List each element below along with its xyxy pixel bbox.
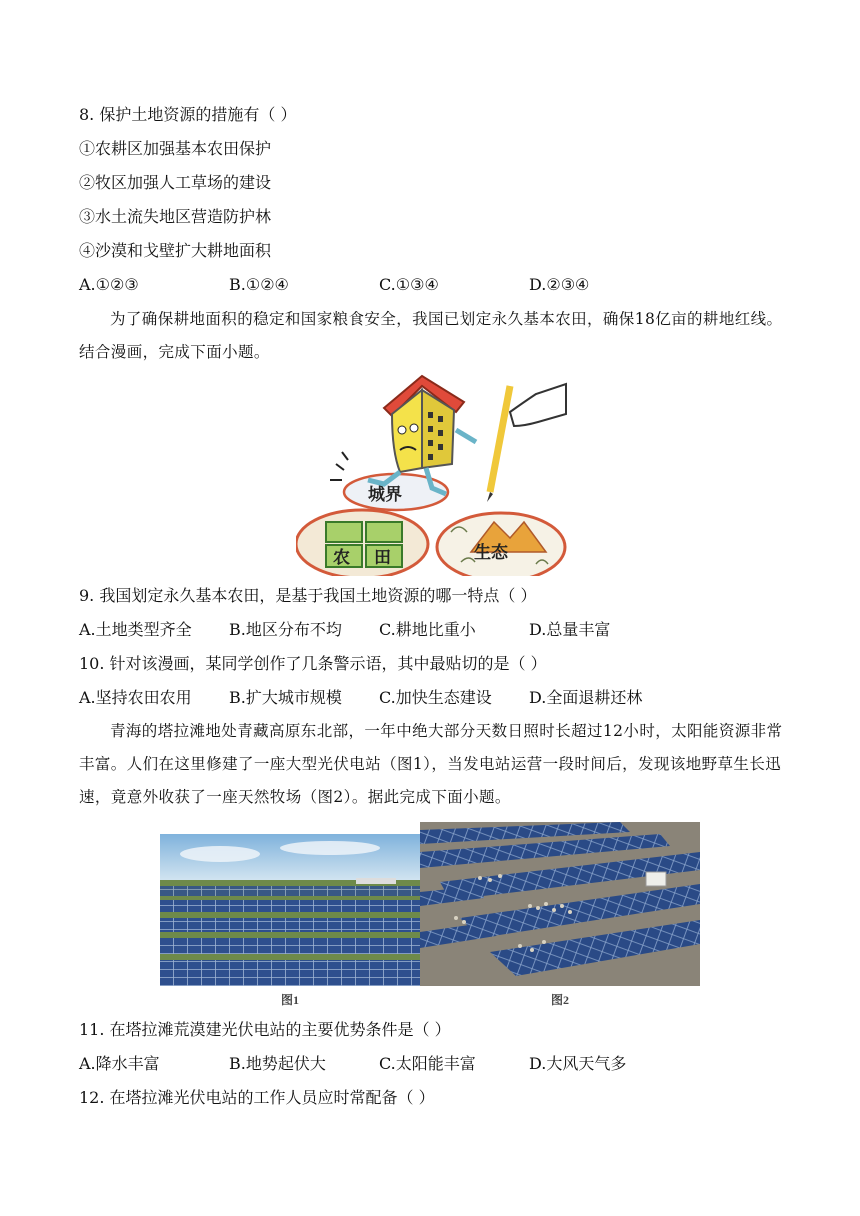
photo-solar-farm-1	[160, 834, 420, 986]
q8-item-1: ①农耕区加强基本农田保护	[79, 139, 272, 158]
question-11-stem: 11. 在塔拉滩荒漠建光伏电站的主要优势条件是（ ）	[79, 1020, 451, 1039]
q10-option-c: C.加快生态建设	[379, 688, 492, 707]
cartoon-illustration	[296, 372, 568, 576]
label-city-boundary: 城界	[368, 485, 402, 505]
figure-1-caption: 图1	[281, 993, 300, 1007]
question-8-stem: 8. 保护土地资源的措施有（ ）	[79, 105, 297, 124]
q8-option-c: C.①③④	[379, 275, 439, 294]
q11-option-c: C.太阳能丰富	[379, 1054, 476, 1073]
photo-solar-farm-2	[420, 822, 700, 986]
q10-option-a: A.坚持农田农用	[79, 688, 192, 707]
label-farm: 农	[333, 548, 350, 568]
q11-option-a: A.降水丰富	[79, 1054, 160, 1073]
q9-option-a: A.土地类型齐全	[79, 620, 192, 639]
q9-options	[79, 619, 610, 641]
label-field: 田	[374, 548, 391, 568]
q11-option-b: B.地势起伏大	[229, 1054, 326, 1073]
q11-options	[79, 1053, 626, 1075]
q8-item-2: ②牧区加强人工草场的建设	[79, 173, 272, 192]
figure-2-caption: 图2	[551, 993, 570, 1007]
q10-options	[79, 687, 642, 709]
passage-talatan: 青海的塔拉滩地处青藏高原东北部，一年中绝大部分天数日照时长超过12小时，太阳能资源非常丰富。人们在这里修建了一座大型光伏电站（图1），当发电站运营一段时间后，发现该地野草生长迅速，竟意外收获了一座天然牧场（图2）。据此完成下面小题。	[79, 722, 783, 806]
q11-option-d: D.大风天气多	[529, 1054, 627, 1073]
q9-option-c: C.耕地比重小	[379, 620, 476, 639]
q8-options	[79, 274, 589, 296]
q10-option-b: B.扩大城市规模	[229, 688, 342, 707]
question-9-stem: 9. 我国划定永久基本农田，是基于我国土地资源的哪一特点（ ）	[79, 586, 537, 605]
label-ecology: 生态	[474, 543, 508, 563]
q8-item-4: ④沙漠和戈壁扩大耕地面积	[79, 241, 272, 260]
q8-option-a: A.①②③	[79, 275, 139, 294]
q9-option-d: D.总量丰富	[529, 620, 611, 639]
passage-farmland: 为了确保耕地面积的稳定和国家粮食安全，我国已划定永久基本农田，确保18亿亩的耕地红线。结合漫画，完成下面小题。	[79, 310, 783, 361]
q8-option-b: B.①②④	[229, 275, 289, 294]
q10-option-d: D.全面退耕还林	[529, 688, 643, 707]
q8-option-d: D.②③④	[529, 275, 590, 294]
q8-item-3: ③水土流失地区营造防护林	[79, 207, 272, 226]
question-12-stem: 12. 在塔拉滩光伏电站的工作人员应时常配备（ ）	[79, 1088, 435, 1107]
question-10-stem: 10. 针对该漫画，某同学创作了几条警示语，其中最贴切的是（ ）	[79, 654, 547, 673]
q9-option-b: B.地区分布不均	[229, 620, 342, 639]
